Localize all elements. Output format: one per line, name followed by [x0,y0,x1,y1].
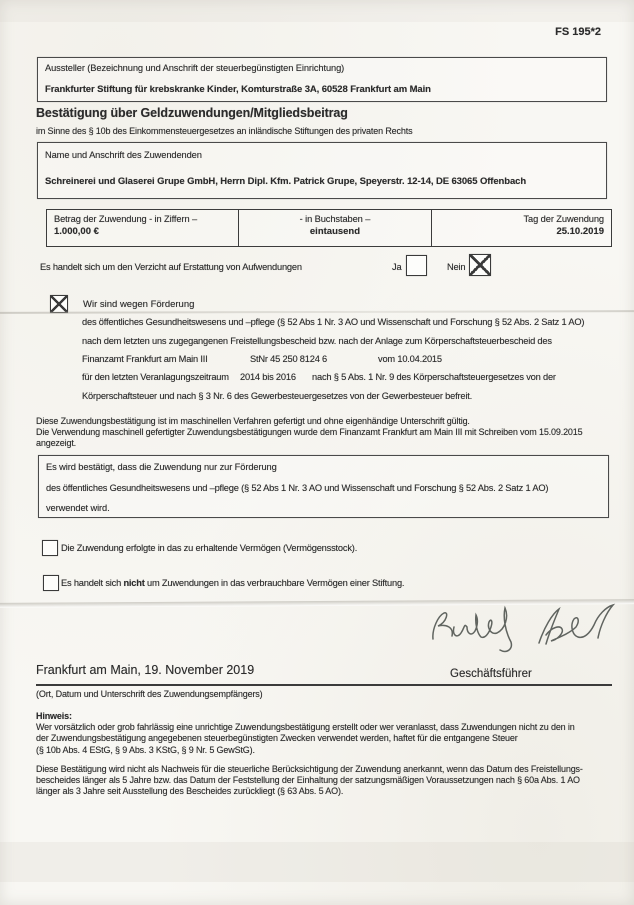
page-subtitle: im Sinne des § 10b des Einkommensteuergesetzes an inländische Stiftungen des privaten Rechts [36,126,413,136]
hinweis-heading: Hinweis: [36,711,72,721]
hinweis-block [36,711,575,756]
stiftung-checkbox [43,575,59,591]
vermoegensstock-checkbox [42,540,58,556]
waiver-no-checkbox [469,254,491,276]
page-title: Bestätigung über Geldzuwendungen/Mitgliedsbeitrag [36,106,348,120]
donation-date-label: Tag der Zuwendung [523,214,604,224]
tax-office: Finanzamt Frankfurt am Main III [82,354,208,364]
paper-seam-top [0,310,634,314]
stiftung-label-bold: nicht [123,578,145,588]
amount-cell-date [431,210,611,246]
machine-note-line-3: angezeigt. [36,438,77,449]
amount-figures-label: Betrag der Zuwendung - in Ziffern – [54,214,198,224]
vermoegensstock-label: Die Zuwendung erfolgte in das zu erhaltende Vermögen (Vermögensstock). [61,543,358,553]
scan-texture-bottom [0,842,634,882]
donation-date-value: 25.10.2019 [556,226,604,237]
confirmation-line-3: verwendet wird. [46,503,110,513]
hinweis-line-3: (§ 10b Abs. 4 EStG, § 9 Abs. 3 KStG, § 9 Nr. 5 GewStG). [36,744,255,755]
footer-note-line-1: Diese Bestätigung wird nicht als Nachweis für die steuerliche Berücksichtigung der Zuwendung anerkannt, wenn das Datum des Freistellungs- [36,764,583,774]
footer-note-line-2: bescheides länger als 5 Jahre bzw. das Datum der Feststellung der Einhaltung der satzungsmäßigen Voraussetzungen nach § 60a Abs. 1 AO [36,775,580,786]
signature-caption: (Ort, Datum und Unterschrift des Zuwendungsempfängers) [36,689,263,699]
assessment-period: 2014 bis 2016 [240,372,296,382]
signature-rule [36,684,612,686]
amount-cell-figures [47,210,238,246]
hinweis-line-2: der Zuwendungsbestätigung angegebenen steuerbegünstigten Zwecken verwendet werden, haftet für die entgangene Steuer [36,733,518,744]
waiver-yes-checkbox [406,255,427,276]
issuer-value: Frankfurter Stiftung für krebskranke Kinder, Komturstraße 3A, 60528 Frankfurt am Main [45,84,431,95]
stiftung-label-pre: Es handelt sich [61,578,124,588]
donor-value: Schreinerei und Glaserei Grupe GmbH, Herrn Dipl. Kfm. Patrick Grupe, Speyerstr. 12-14, DE 63065 Offenbach [45,176,527,187]
funding-checkbox [50,295,68,313]
stiftung-label [61,578,404,588]
funding-period-row [0,372,634,384]
waiver-no-label: Nein [447,262,466,272]
tax-number: StNr 45 250 8124 6 [250,354,328,364]
issuer-box [37,57,607,102]
amount-words-value: eintausend [309,226,361,237]
hinweis-line-1: Wer vorsätzlich oder grob fahrlässig eine unrichtige Zuwendungsbestätigung erstellt oder wer veranlasst, dass Zuwendungen nicht zu den in [36,722,575,733]
amount-cell-words [238,210,430,246]
donor-box [37,142,607,199]
scan-texture-top [0,0,634,22]
place-date: Frankfurt am Main, 19. November 2019 [36,663,255,677]
amount-table [46,209,612,247]
form-code: FS 195*2 [555,26,601,38]
issuer-label: Aussteller (Bezeichnung und Anschrift der steuerbegünstigten Einrichtung) [45,63,345,73]
machine-note-line-1: Diese Zuwendungsbestätigung ist im maschinellen Verfahren gefertigt und ohne eigenhändige Unterschrift gültig. [36,416,470,426]
waiver-yes-label: Ja [392,262,402,272]
confirmation-line-2: des öffentliches Gesundheitswesens und –pflege (§ 52 Abs 1 Nr. 3 AO und Wissenschaft und Forschung § 52 Abs. 2 Satz 1 AO) [46,483,549,493]
notice-date: vom 10.04.2015 [378,354,442,364]
funding-line-2: nach dem letzten uns zugegangenen Freistellungsbescheid bzw. nach der Anlage zum Körperschaftsteuerbescheid des [82,336,552,346]
stiftung-label-post: um Zuwendungen in das verbrauchbare Vermögen einer Stiftung. [144,578,405,588]
amount-words-label: - in Buchstaben – [299,214,371,224]
machine-note-line-2: Die Verwendung maschinell gefertigter Zuwendungsbestätigungen wurde dem Finanzamt Frankfurt am Main III mit Schreiben vom 15.09.2015 [36,427,583,438]
signer-role: Geschäftsführer [450,668,532,680]
funding-intro: Wir sind wegen Förderung [83,299,195,310]
assessment-period-rest: nach § 5 Abs. 1 Nr. 9 des Körperschaftsteuergesetzes von der [312,372,556,382]
assessment-period-label: für den letzten Veranlagungszeitraum [82,372,229,382]
funding-authority-row [0,354,634,366]
confirmation-line-1: Es wird bestätigt, dass die Zuwendung nur zur Förderung [46,462,277,472]
machine-note [36,416,583,450]
handwritten-signature [423,598,630,656]
footer-note [36,764,583,798]
waiver-label: Es handelt sich um den Verzicht auf Erstattung von Aufwendungen [40,262,302,272]
confirmation-box [38,455,609,518]
footer-note-line-3: länger als 3 Jahre seit Ausstellung des Bescheides zurückliegt (§ 63 Abs. 5 AO). [36,786,344,797]
funding-line-1: des öffentliches Gesundheitswesens und –pflege (§ 52 Abs 1 Nr. 3 AO und Wissenschaft und Forschung § 52 Abs. 2 Satz 1 AO) [82,317,585,327]
amount-figures-value: 1.000,00 € [54,226,99,237]
funding-last-line: Körperschaftsteuer und nach § 3 Nr. 6 des Gewerbesteuergesetzes von der Gewerbesteuer befreit. [82,391,472,401]
donor-label: Name und Anschrift des Zuwendenden [45,150,202,160]
